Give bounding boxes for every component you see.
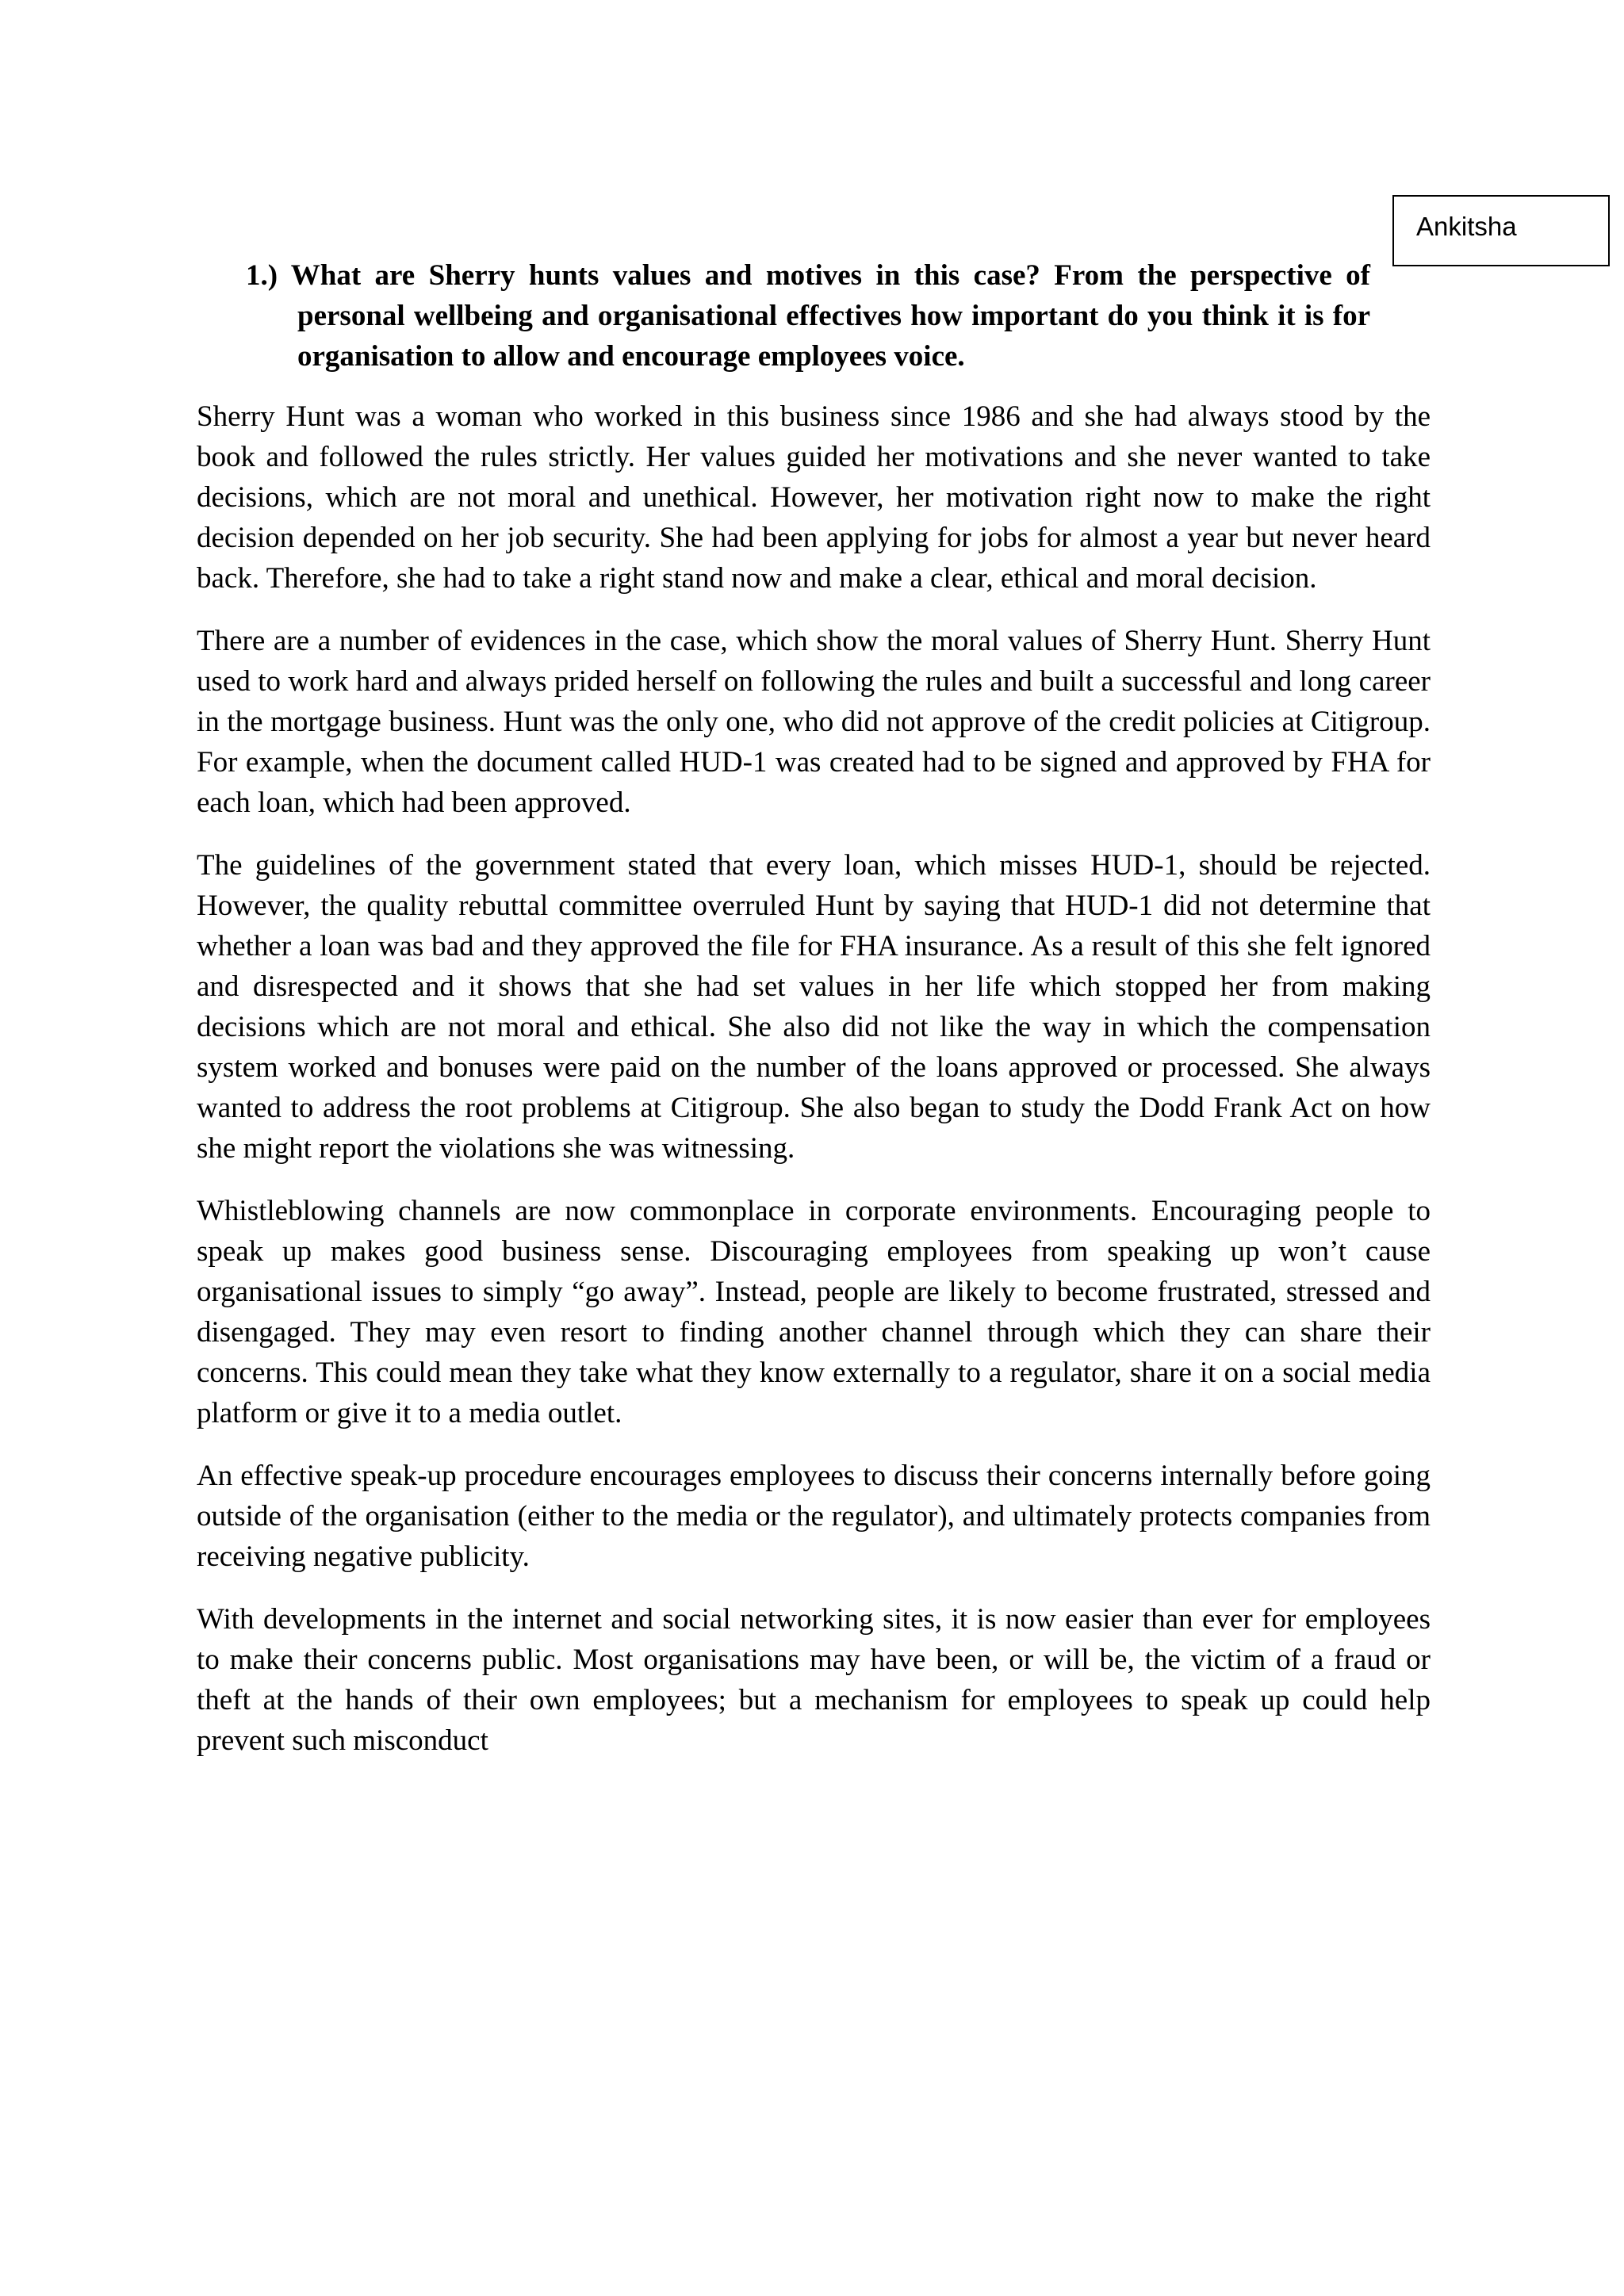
question-heading: 1.) What are Sherry hunts values and motives in this case? From the perspective of personal wellbeing and organisational effectives how important do you think it is for organisation to allow and encourage employees voice.	[246, 259, 1370, 373]
paragraph-1: Sherry Hunt was a woman who worked in this business since 1986 and she had always stood by the book and followed the rules strictly. Her values guided her motivations and she never wanted to take decisions, which are not moral and unethical. However, her motivation right now to make the right decision depended on her job security. She had been applying for jobs for almost a year but never heard back. Therefore, she had to take a right stand now and make a clear, ethical and moral decision.	[197, 400, 1431, 595]
author-name-box	[1392, 195, 1610, 266]
paragraph-5: An effective speak-up procedure encourages employees to discuss their concerns internally before going outside of the organisation (either to the media or the regulator), and ultimately protects companies from receiving negative publicity.	[197, 1460, 1431, 1573]
paragraph-6: With developments in the internet and social networking sites, it is now easier than ever for employees to make their concerns public. Most organisations may have been, or will be, the victim of a fraud or theft at the hands of their own employees; but a mechanism for employees to speak up could help prevent such misconduct	[197, 1603, 1431, 1757]
paragraph-3: The guidelines of the government stated that every loan, which misses HUD-1, should be rejected. However, the quality rebuttal committee overruled Hunt by saying that HUD-1 did not determine that whether a loan was bad and they approved the file for FHA insurance. As a result of this she felt ignored and disrespected and it shows that she had set values in her life which stopped her from making decisions which are not moral and ethical. She also did not like the way in which the compensation system worked and bonuses were paid on the number of the loans approved or processed. She always wanted to address the root problems at Citigroup. She also began to study the Dodd Frank Act on how she might report the violations she was witnessing.	[197, 849, 1431, 1165]
paragraph-4: Whistleblowing channels are now commonplace in corporate environments. Encouraging people to speak up makes good business sense. Discouraging employees from speaking up won’t cause organisational issues to simply “go away”. Instead, people are likely to become frustrated, stressed and disengaged. They may even resort to finding another channel through which they can share their concerns. This could mean they take what they know externally to a regulator, share it on a social media platform or give it to a media outlet.	[197, 1195, 1431, 1429]
essay-body	[197, 396, 1431, 1783]
author-name: Ankitsha	[1416, 212, 1517, 241]
paragraph-2: There are a number of evidences in the case, which show the moral values of Sherry Hunt. Sherry Hunt used to work hard and always prided herself on following the rules and built a successful and long career in the mortgage business. Hunt was the only one, who did not approve of the credit policies at Citigroup. For example, when the document called HUD-1 was created had to be signed and approved by FHA for each loan, which had been approved.	[197, 625, 1431, 819]
